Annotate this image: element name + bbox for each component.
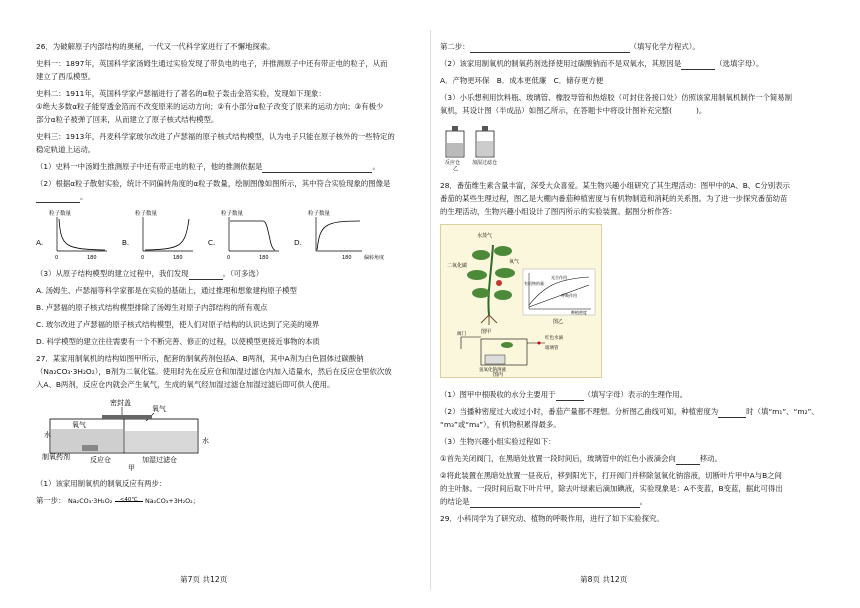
graph-b-plot: [133, 207, 197, 261]
svg-text:呼吸作用: 呼吸作用: [561, 293, 577, 298]
svg-text:0: 0: [141, 255, 145, 261]
label-oxygen: 氧气: [509, 259, 520, 265]
answer-blank[interactable]: [556, 391, 584, 401]
figure-yi-graph: [523, 269, 595, 325]
label-co2: 二氧化碳: [447, 263, 468, 269]
q29-intro: 29．小科同学为了研究动、植物的呼吸作用，进行了如下实验探究。: [440, 514, 664, 523]
q28-intro: 28．番茄维生素含量丰富，深受大众喜爱。某生物兴趣小组研究了其生理活动：图甲中的A、B、C分别表示 番茄的某些生理过程，图乙是大棚内番茄种植密度与有机物制造和消耗的关系图。为了进一步探究番茄幼苗 的生理活动，生物兴趣小组设计了图丙所示的实验装置。据图分析作答：: [440, 181, 790, 216]
deflection-graphs: [36, 207, 396, 261]
svg-text:0: 0: [55, 255, 59, 261]
graph-a-plot: [47, 207, 111, 261]
svg-text:0: 0: [227, 255, 231, 261]
graph-option-a[interactable]: A. 粒子数量 0 180: [36, 207, 111, 261]
graph-d-plot: [306, 207, 396, 261]
figure-jia-plant: [447, 232, 519, 335]
answer-blank[interactable]: [681, 60, 715, 70]
graph-c-plot: [219, 207, 283, 261]
answer-blank[interactable]: [470, 43, 630, 53]
svg-text:偏转角度: 偏转角度: [364, 255, 385, 261]
answer-blank[interactable]: [36, 193, 80, 203]
q27-step2: 第二步： （填写化学方程式）。: [440, 42, 700, 51]
reaction-condition: <40℃: [119, 497, 138, 503]
q26-intro: 26．为破解原子内部结构的奥秘，一代又一代科学家进行了不懈地探索。: [36, 42, 275, 51]
figure-caption-jia-right: 图甲: [481, 329, 492, 335]
q27-sub3: （3）小乐想利用饮料瓶、玻璃管、橡胶导管和热熔胶（可封住各接口处）仿照该家用制氧机制作一个简易制 氧机，其设计图（半成品）如图乙所示，在答题卡中将设计图补充完整( )。: [440, 93, 793, 115]
answer-blank[interactable]: [676, 455, 700, 465]
y-axis-label: 粒子数量: [49, 211, 72, 217]
q28-sub3: （3）生物兴趣小组实验过程如下：: [440, 437, 556, 446]
svg-text:180: 180: [342, 255, 352, 261]
curve-a: [59, 219, 105, 250]
label-yi-humidifier: 加湿过滤仓: [472, 160, 498, 166]
answer-blank[interactable]: [189, 270, 223, 280]
label-valve: 阀门: [457, 332, 466, 337]
label-water-left: 水: [44, 431, 51, 439]
label-agent: 制氧药剂: [42, 453, 70, 461]
q27-sub1: （1）该家用制氧机的制氧反应有两步：: [36, 479, 167, 488]
svg-text:有机物的量: 有机物的量: [524, 281, 544, 286]
q26-history-3: 史料三：1913年，丹麦科学家玻尔改进了卢瑟福的原子核式结构模型，认为电子只能在原子核外的一些特定的 稳定轨道上运动。: [36, 132, 395, 154]
svg-text:180: 180: [173, 255, 183, 261]
figure-bing-apparatus: [457, 330, 563, 378]
label-oxygen-out: 氧气: [152, 405, 166, 413]
label-yi-reactor: 反应仓: [445, 160, 461, 166]
oxygen-generator-figure: [42, 395, 212, 471]
q28-sub1: （1）图甲中根吸收的水分主要用于 （填写字母）表示的生理作用。: [440, 390, 688, 399]
page-footer: 第7页 共12页: [180, 575, 228, 584]
curve-d: [317, 221, 360, 250]
label-seal-cap: 密封盖: [110, 399, 131, 407]
svg-text:光合作用: 光合作用: [551, 275, 567, 280]
q26-sub1: （1）史料一中汤姆生推测原子中还有带正电的粒子，他的推测依据是 。: [36, 162, 380, 171]
label-humidifier: 加湿过滤仓: [142, 456, 177, 464]
q26-option-d[interactable]: D. 科学模型的建立往往需要有一个不断完善、修正的过程，以使模型更接近事物的本质: [36, 337, 320, 346]
svg-text:种植密度: 种植密度: [571, 310, 587, 315]
q28-step1: ①首先关闭阀门，在黑暗处放置一段时间后，玻璃管中的红色小液滴会向 移动。: [440, 454, 722, 463]
label-water-right: 水: [202, 437, 209, 445]
q26-option-a[interactable]: A. 汤姆生、卢瑟福等科学家都是在实验的基础上，通过推理和想象建构原子模型: [36, 286, 297, 295]
svg-text:180: 180: [259, 255, 269, 261]
q26-history-2: 史料二：1911年，英国科学家卢瑟福进行了著名的α粒子轰击金箔实验，发现如下现象： ①绝大多数α粒子能穿透金箔而不改变原来的运动方向；②有小部分α粒子改变了原来的运动方向；③有极少 部分α粒子被弹了回来，从而建立了原子核式结构模型。: [36, 89, 384, 124]
q26-history-1: 史料一：1897年，英国科学家汤姆生通过实验发现了带负电的电子，并推测原子中还有带正电的粒子，从而 建立了西瓜模型。: [36, 59, 388, 81]
figure-caption-yi-graph: 图乙: [553, 319, 564, 325]
svg-text:180: 180: [87, 255, 97, 261]
graph-option-b[interactable]: B. 粒子数量 0 180: [122, 207, 197, 261]
tomato-figures: [440, 224, 602, 378]
curve-b: [145, 219, 189, 250]
q26-option-c[interactable]: C. 玻尔改进了卢瑟福的原子核式结构模型，使人们对原子结构的认识达到了完美的境界: [36, 320, 320, 329]
q27-step1: 第一步： Na₂CO₃·3H₂O₂ <40℃ Na₂CO₃+3H₂O₂；: [36, 496, 200, 505]
q27-intro: 27．某家用制氧机的结构如图甲所示，配套的制氧药剂包括A、B两剂，其中A剂为白色固体过碳酸钠 （Na₂CO₃·3H₂O₂），B剂为二氧化锰。使用时先在反应仓和加湿过滤仓内加入适量水，然后在反应仓里依次放 入A、B两剂，反应仓内就会产生氧气，生成的氧气经加湿过滤仓加湿过滤后即可供人使用。: [36, 354, 392, 389]
q28-sub2: （2）当播种密度过大或过小时，番茄产量都不理想。分析图乙曲线可知，种植密度为 时（填“m₁”、“m₂”、 “m₃”或“m₄”），有机物积累得最多。: [440, 407, 819, 429]
svg-text:粒子数量: 粒子数量: [308, 211, 331, 217]
q26-option-b[interactable]: B. 卢瑟福的原子核式结构模型排除了汤姆生对原子内部结构的所有观点: [36, 303, 268, 312]
label-tube: 玻璃管: [545, 346, 559, 351]
answer-blank[interactable]: [262, 163, 372, 173]
label-water-vapor: 水蒸气: [477, 233, 493, 239]
figure-yi: [444, 121, 504, 171]
page-footer: 第8页 共12页: [580, 575, 628, 584]
svg-text:粒子数量: 粒子数量: [221, 211, 244, 217]
figure-caption-jia: 甲: [128, 464, 135, 471]
label-reactor: 反应仓: [90, 456, 111, 464]
figure-caption-bing: 图丙: [493, 372, 504, 378]
label-red-drop: 红色水滴: [545, 336, 563, 341]
q26-sub2: （2）根据α粒子散射实验，统计不同偏转角度的α粒子数量，绘制图像如图所示，其中符合实验现象的图像是 。: [36, 179, 391, 201]
q27-sub2-options[interactable]: A．产物更环保 B．成本更低廉 C．储存更方便: [440, 76, 604, 85]
q28-step2: ②将此装置在黑暗处放置一昼夜后，移到阳光下，打开阀门并移除氢氧化钠溶液，切断叶片甲中A与B之间 的主叶脉。一段时间后取下叶片甲，除去叶绿素后滴加碘液，实验现象是：A不变蓝，B变蓝，据此可得出 的结论是 。: [440, 471, 783, 506]
q27-sub2: （2）该家用制氧机的制氧药剂选择使用过碳酸钠而不是双氧水，其原因是 （选填字母）。: [440, 59, 764, 68]
graph-option-d[interactable]: D. 粒子数量 180 偏转角度: [294, 207, 396, 261]
graph-option-c[interactable]: C. 粒子数量 0 180: [208, 207, 284, 261]
q26-sub3: （3）从原子结构模型的建立过程中，我们发现 。（可多选）: [36, 269, 264, 278]
curve-c: [230, 221, 275, 250]
answer-blank[interactable]: [718, 408, 746, 418]
figure-caption-yi: 乙: [453, 166, 459, 171]
label-oxygen-in: 氧气: [72, 421, 86, 429]
label-naoh: 氢氧化钠溶液: [479, 368, 506, 373]
answer-blank[interactable]: [470, 498, 640, 508]
page-8: [430, 0, 860, 608]
svg-text:粒子数量: 粒子数量: [135, 211, 158, 217]
